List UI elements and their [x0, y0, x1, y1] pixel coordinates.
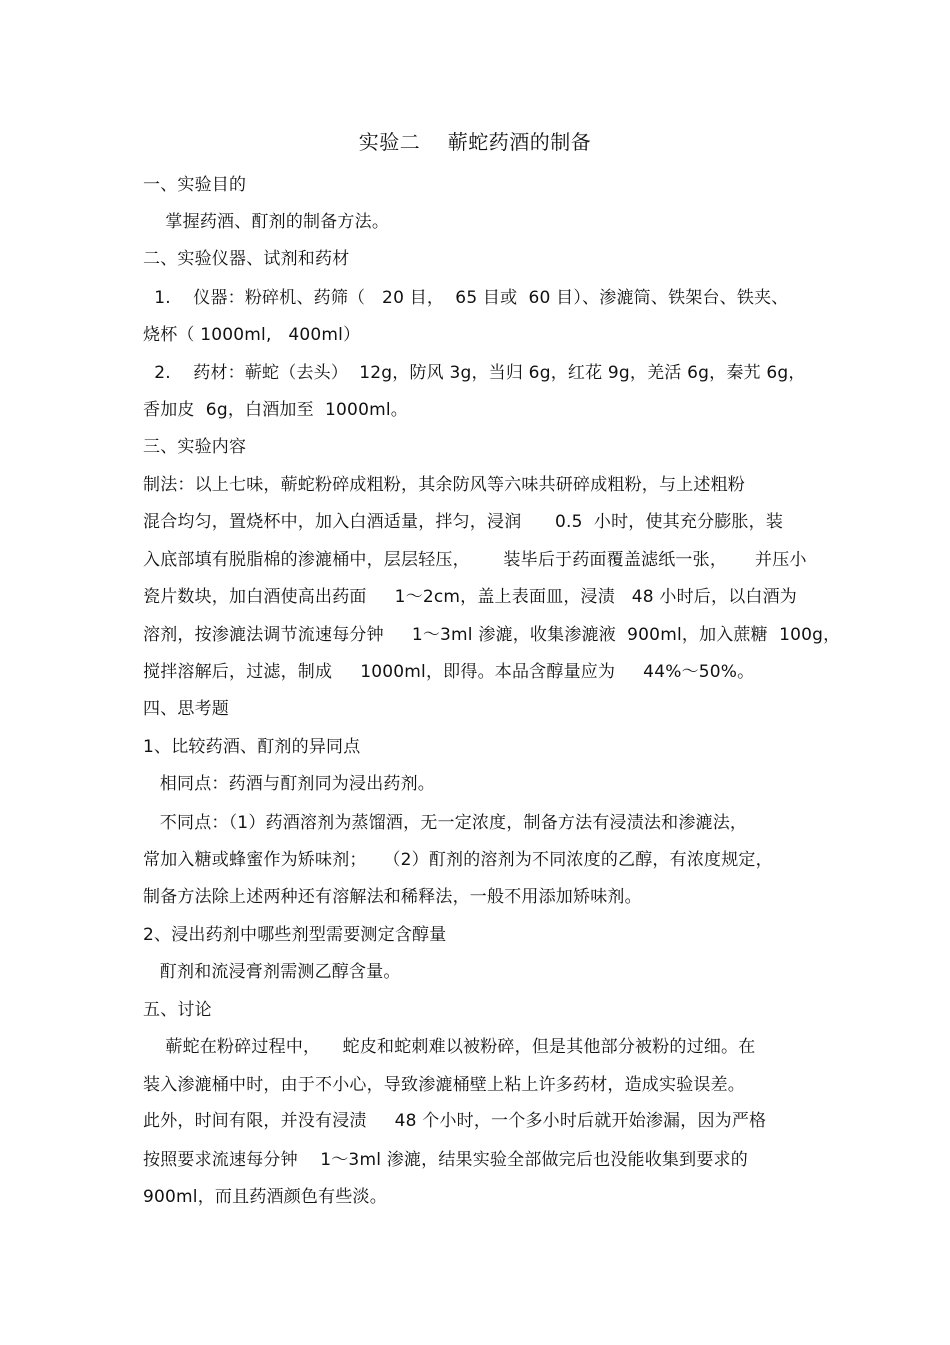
paragraph-line: 烧杯（ 1000ml, 400ml）	[143, 325, 361, 345]
paragraph-line: 掌握药酒、酊剂的制备方法。	[143, 212, 390, 232]
paragraph-line: 制法：以上七味，蕲蛇粉碎成粗粉，其余防风等六味共研碎成粗粉，与上述粗粉	[143, 475, 745, 495]
paragraph-line: 入底部填有脱脂棉的渗漉桶中，层层轻压， 装毕后于药面覆盖滤纸一张， 并压小	[143, 550, 807, 570]
paragraph-line: 蕲蛇在粉碎过程中， 蛇皮和蛇刺难以被粉碎，但是其他部分被粉的过细。在	[143, 1037, 756, 1057]
paragraph-line: 相同点：药酒与酊剂同为浸出药剂。	[143, 774, 436, 794]
paragraph-line: 常加入糖或蜂蜜作为矫味剂； （2）酊剂的溶剂为不同浓度的乙醇，有浓度规定，	[143, 850, 773, 870]
paragraph-line: 香加皮 6g，白酒加至 1000ml。	[143, 400, 408, 420]
paragraph-line: 1. 仪器：粉碎机、药筛（ 20 目， 65 目或 60 目）、渗漉筒、铁架台、铁夹、	[143, 288, 789, 308]
section-heading-content: 三、实验内容	[143, 437, 247, 457]
document-title: 实验二 蕲蛇药酒的制备	[358, 130, 592, 154]
paragraph-line: 混合均匀，置烧杯中，加入白酒适量，拌匀，浸润 0.5 小时，使其充分膨胀，装	[143, 512, 784, 532]
paragraph-line: 2. 药材：蕲蛇（去头） 12g，防风 3g，当归 6g，红花 9g，羌活 6g，秦艽 6g，	[143, 363, 806, 383]
paragraph-line: 装入渗漉桶中时，由于不小心，导致渗漉桶壁上粘上许多药材，造成实验误差。	[143, 1075, 745, 1095]
paragraph-line: 不同点：（1）药酒溶剂为蒸馏酒，无一定浓度，制备方法有浸渍法和渗漉法，	[143, 813, 748, 833]
section-heading-objective: 一、实验目的	[143, 175, 247, 195]
section-heading-discussion: 五、讨论	[143, 1000, 212, 1020]
section-heading-materials: 二、实验仪器、试剂和药材	[143, 249, 350, 269]
paragraph-line: 溶剂，按渗漉法调节流速每分钟 1～3ml 渗漉，收集渗漉液 900ml，加入蔗糖 100g，	[143, 625, 841, 645]
paragraph-line: 制备方法除上述两种还有溶解法和稀释法，一般不用添加矫味剂。	[143, 887, 642, 907]
question-heading: 2、浸出药剂中哪些剂型需要测定含醇量	[143, 925, 447, 945]
question-heading: 1、比较药酒、酊剂的异同点	[143, 737, 361, 757]
paragraph-line: 搅拌溶解后，过滤，制成 1000ml，即得。本品含醇量应为 44%～50%。	[143, 662, 755, 682]
paragraph-line: 900ml，而且药酒颜色有些淡。	[143, 1187, 387, 1207]
paragraph-line: 瓷片数块，加白酒使高出药面 1～2cm，盖上表面皿，浸渍 48 小时后，以白酒为	[143, 587, 798, 607]
paragraph-line: 按照要求流速每分钟 1～3ml 渗漉，结果实验全部做完后也没能收集到要求的	[143, 1150, 748, 1170]
section-heading-questions: 四、思考题	[143, 699, 229, 719]
paragraph-line: 此外，时间有限，并没有浸渍 48 个小时，一个多小时后就开始渗漏，因为严格	[143, 1111, 767, 1131]
paragraph-line: 酊剂和流浸膏剂需测乙醇含量。	[143, 962, 401, 982]
